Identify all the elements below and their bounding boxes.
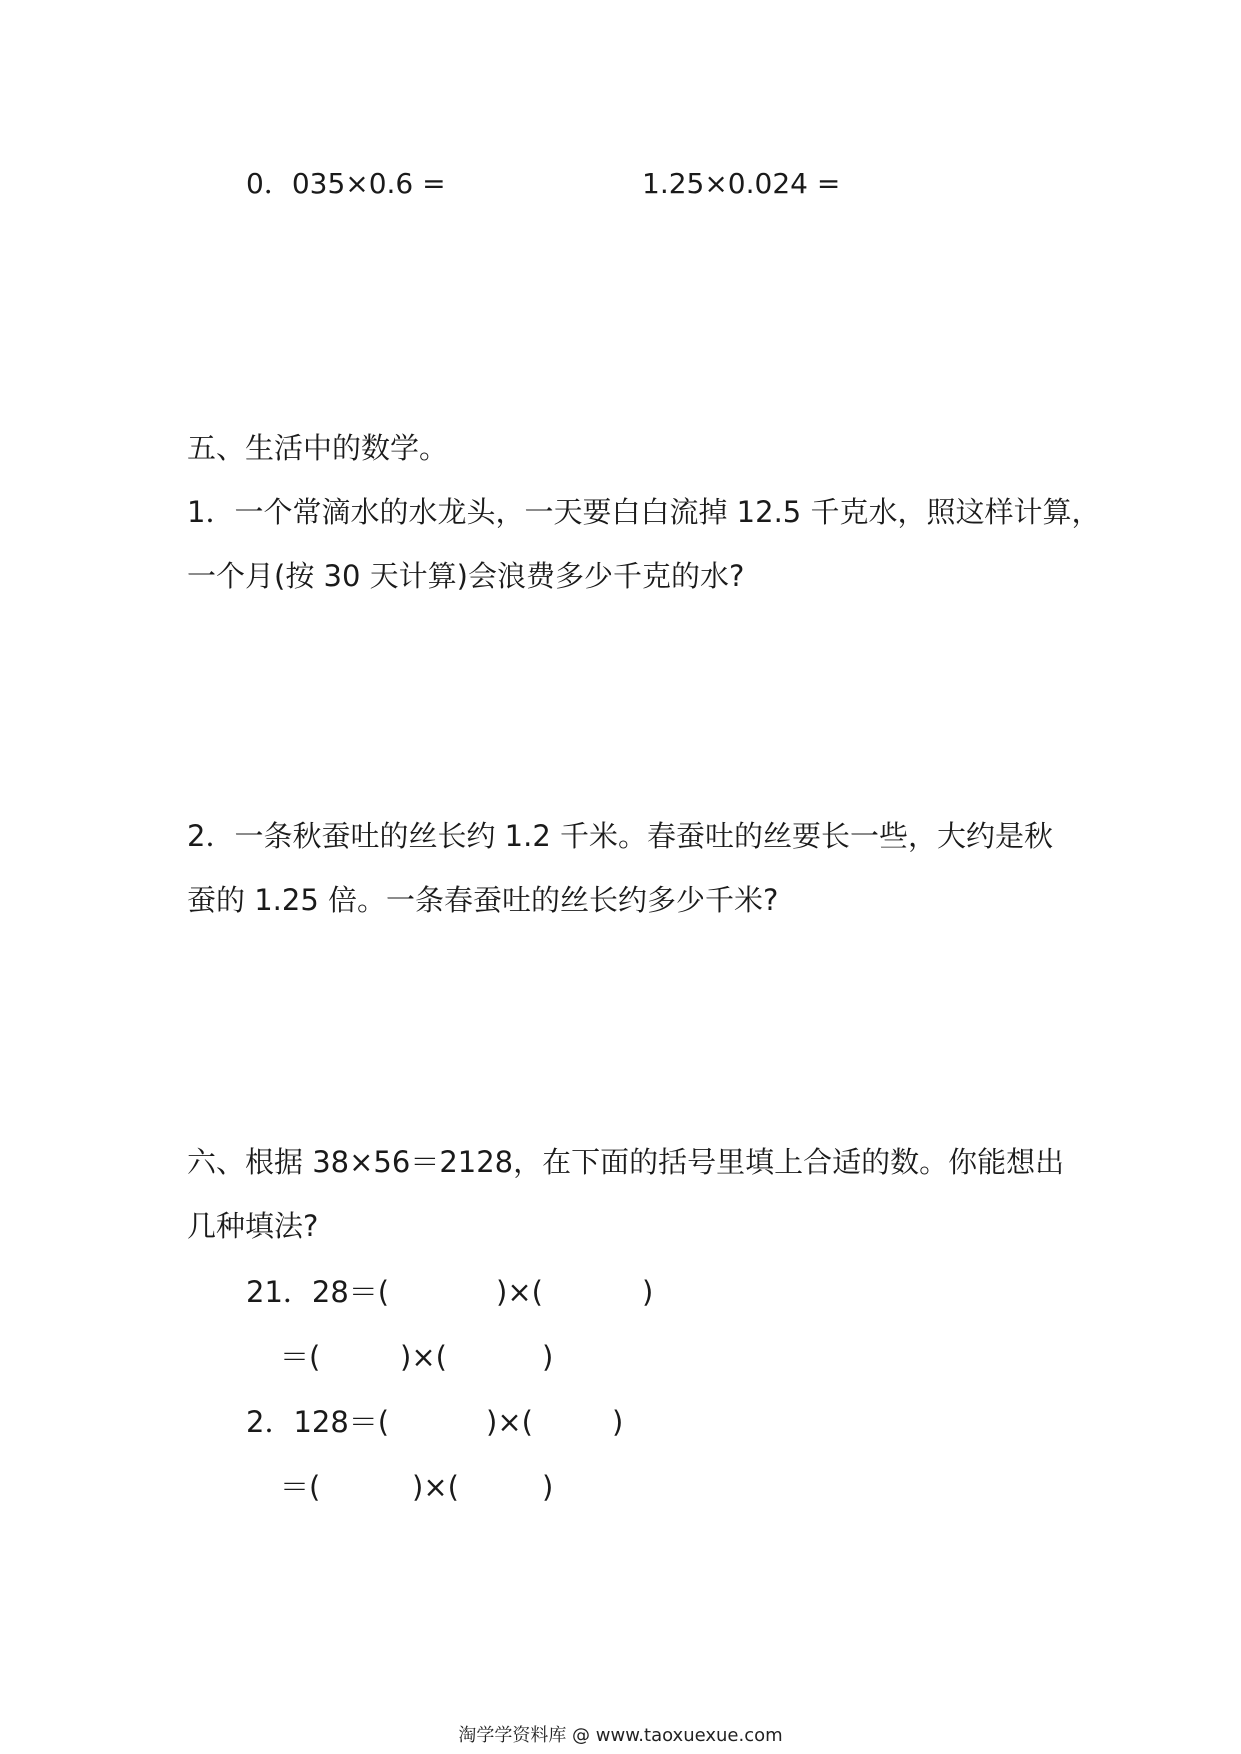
fill-row-3-end: )	[612, 1405, 624, 1439]
fill-row-1-end: )	[642, 1275, 654, 1309]
section5-heading: 五、生活中的数学。	[187, 431, 449, 465]
calc-right: 1.25×0.024 =	[642, 167, 841, 200]
fill-row-2-mid: )×(	[400, 1340, 447, 1374]
fill-row-3-mid: )×(	[486, 1405, 533, 1439]
fill-row-3-lead: 2．128＝(	[246, 1405, 390, 1439]
fill-row-1-lead: 21．28＝(	[246, 1275, 390, 1309]
fill-row-4-mid: )×(	[412, 1470, 459, 1504]
fill-row-1-mid: )×(	[496, 1275, 543, 1309]
section5-q2-line1: 2．一条秋蚕吐的丝长约 1.2 千米。春蚕吐的丝要长一些，大约是秋	[187, 819, 1054, 853]
section5-q1-line2: 一个月(按 30 天计算)会浪费多少千克的水?	[187, 559, 745, 593]
fill-row-2-end: )	[542, 1340, 554, 1374]
section5-q1-line1: 1．一个常滴水的水龙头，一天要白白流掉 12.5 千克水，照这样计算，	[187, 495, 1101, 529]
section6-heading-line1: 六、根据 38×56＝2128，在下面的括号里填上合适的数。你能想出	[187, 1145, 1065, 1179]
calc-left: 0．035×0.6 =	[246, 167, 446, 200]
footer-watermark: 淘学学资料库 @ www.taoxuexue.com	[458, 1725, 783, 1746]
section5-q2-line2: 蚕的 1.25 倍。一条春蚕吐的丝长约多少千米?	[187, 883, 779, 917]
fill-row-4-lead: ＝(	[280, 1470, 321, 1504]
fill-row-4-end: )	[542, 1470, 554, 1504]
fill-row-2-lead: ＝(	[280, 1340, 321, 1374]
section6-heading-line2: 几种填法?	[187, 1209, 319, 1243]
